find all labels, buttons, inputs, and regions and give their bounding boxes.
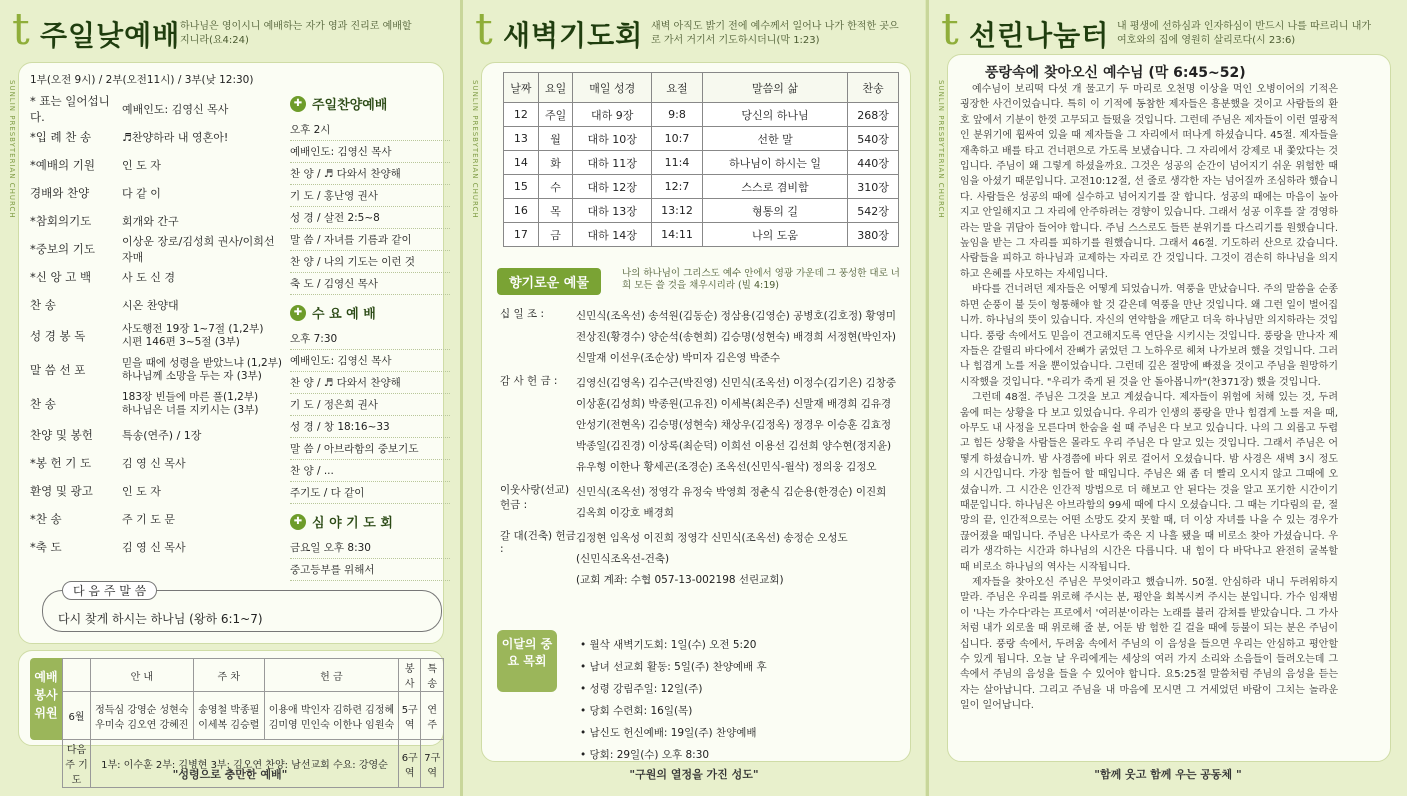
order-value: 인 도 자 bbox=[122, 159, 161, 172]
order-row bbox=[30, 207, 285, 235]
schedule-header: 매일 성경 bbox=[573, 73, 652, 103]
schedule-cell: 9:8 bbox=[652, 103, 703, 127]
schedule-cell: 선한 말 bbox=[703, 127, 848, 151]
schedule-cell: 13 bbox=[504, 127, 539, 151]
offering-line: 이상훈(김성희) 박종원(고유진) 이세복(최은주) 신말재 배경희 김유경 bbox=[576, 398, 892, 410]
schedule-cell: 목 bbox=[538, 199, 573, 223]
sermon-paragraph: 제자들을 찾아오신 주님은 무엇이라고 했습니까. 50절. 안심하라 내니 두려워하지 말라. 주님은 우리를 위로해 주시는 분, 평안을 회복시켜 주시는 분입니다. 가수 임재범이 '나는 가수다'라는 프로에서 '여러분'이라는 노래를 불러 감쳐를 받았습니다. 그 가사처럼 내가 외로울 때 위로해 줄 분, 어둔 밤 험한 길 걸을 때에 등불이 되는 분은 주님이십니다. 풍랑 속에서, 두려움 속에서 주님의 이 음성을 들으면 우리는 안심하고 평안할 수 있게 됩니다. 오늘 날 우리에게는 세상의 여러 가지 소리와 소음들이 들려오는데 그 속에서 주님의 음성을 들을 수 있어야 합니다. 요5:25절 말씀처럼 주님의 음성을 듣는 자는 살아납니다. 그리고 주님을 내 마음에 모시면 그 거세었던 바람이 그치는 놀라운 일이 일어납니다. bbox=[960, 577, 1338, 712]
header-verse: 하나님은 영이시니 예배하는 자가 영과 진리로 예배할지니라(요4:24) bbox=[180, 21, 412, 46]
order-label: *중보의 기도 bbox=[30, 242, 95, 256]
month-event: • 성령 강림주일: 12일(주) bbox=[580, 683, 703, 695]
schedule-cell: 대하 14장 bbox=[573, 223, 652, 247]
schedule-header: 날짜 bbox=[504, 73, 539, 103]
schedule-row bbox=[504, 199, 899, 223]
schedule-row bbox=[504, 127, 899, 151]
schedule-row bbox=[504, 175, 899, 199]
order-value: 이상운 장로/김성희 권사/이희선 자매 bbox=[122, 235, 275, 264]
schedule-row bbox=[504, 223, 899, 247]
service-line: 중고등부를 위해서 bbox=[290, 559, 450, 581]
schedule-cell: 12:7 bbox=[652, 175, 703, 199]
offering-kind: 감 사 헌 금 : bbox=[500, 375, 558, 387]
month-event: • 당회 수련회: 16일(목) bbox=[580, 705, 693, 717]
schedule-cell: 380장 bbox=[848, 223, 899, 247]
footer-slogan: "함께 웃고 함께 우는 공동체 " bbox=[1094, 768, 1242, 781]
order-value-line: 183장 빈들에 마른 풀(1,2부) bbox=[122, 391, 259, 403]
duty-head: 주 차 bbox=[193, 659, 264, 692]
order-value-line: 사도행전 19장 1~7절 (1,2부) bbox=[122, 323, 264, 335]
duty-cell: 6구역 bbox=[398, 740, 420, 788]
duty-cell: 다음주 기 도 bbox=[63, 740, 91, 788]
order-row bbox=[30, 291, 285, 319]
schedule-cell: 540장 bbox=[848, 127, 899, 151]
schedule-row bbox=[504, 151, 899, 175]
header-sharing bbox=[939, 4, 1397, 58]
schedule-cell: 당신의 하나님 bbox=[703, 103, 848, 127]
schedule-cell: 주일 bbox=[538, 103, 573, 127]
order-value-line: 하나님께 소망을 두는 자 (3부) bbox=[122, 370, 262, 382]
book-icon: ✚ bbox=[290, 305, 306, 321]
order-value bbox=[122, 391, 285, 417]
offering-kind: 갈 대(건축) 헌금 : bbox=[500, 530, 576, 555]
duty-cell: 7구역 bbox=[421, 740, 444, 788]
offering-list bbox=[500, 306, 912, 595]
sermon-title: 풍랑속에 찾아오신 예수님 (막 6:45~52) bbox=[985, 65, 1246, 81]
order-label: 찬 송 bbox=[30, 397, 56, 411]
duty-cell: 1부: 이수훈 2부: 김병현 3부: 김오연 찬양: 남선교회 수요: 강영순 bbox=[91, 740, 399, 788]
schedule-cell: 16 bbox=[504, 199, 539, 223]
duty-cell: 6월 bbox=[63, 692, 91, 740]
month-event: • 당회: 29일(수) 오후 8:30 bbox=[580, 749, 710, 761]
offering-line: 신민식(조옥선) 송석원(김동순) 정삼용(김영순) 공병호(김호정) 황영미 bbox=[576, 310, 896, 322]
schedule-cell: 440장 bbox=[848, 151, 899, 175]
panel-sunday-worship bbox=[0, 0, 460, 796]
cross-t-icon: t bbox=[12, 4, 30, 55]
offering-kind: 이웃사랑(선교) 헌금 : bbox=[500, 484, 570, 511]
month-event: • 월삭 새벽기도회: 1일(수) 오전 5:20 bbox=[580, 639, 757, 651]
duty-cell: 연 주 bbox=[421, 692, 444, 740]
offering-line: 전상진(황경수) 양순석(송현희) 김승명(성현숙) 배경희 서정현(박인자) bbox=[576, 331, 896, 343]
schedule-cell: 대하 10장 bbox=[573, 127, 652, 151]
schedule-cell: 하나님이 하시는 일 bbox=[703, 151, 848, 175]
sermon-paragraph: 그런데 48절. 주님은 그것을 보고 계셨습니다. 제자들이 위험에 처해 있는 것, 두려움에 떠는 상황을 다 보고 있었습니다. 우리가 인생의 풍랑을 만나 힘겹게 노를 저을 때, 아무도 내 사정을 모른다며 한숨을 쉴 때 주님은 다 보고 있습니다. 나의 그 외롭고 두렵고 힘든 상황을 사람들은 몰라도 우리 주님은 다 알고 있는 것입니다. 그래서 주님은 어떻게 하셨습니까. 밤 사경쯤에 바다 위로 걸어서 오셨습니다. 밤 사경은 새벽 3시 정도의 시간입니다. 가장 힘들어 할 때입니다. 주님은 왜 좀 더 빨리 오시지 않고 그때에 오셨습니까. 그 시간은 인간적 방법으로 더 해보고 안 된다는 것을 알고 포기한 시간이기 때문입니다. 하나님은 아브라함의 99세 때에 다시 오셨습니다. 그 때는 기다림의 끝, 절망의 끝, 인간적으로는 어떤 소망도 갖지 못할 때, 더 이상 자녀를 나을 수 있는 경우가 끊어졌을 때입니다. 주님은 나사로가 죽은 지 나흘 됐을 때 비로소 찾아 가셨습니다. 우리가 생각하는 시간과 하나님의 시간은 다릅니다. 내 힘이 다 바닥나고 완전히 굴복할 때 비로소 하나님의 역사는 시작됩니다. bbox=[960, 392, 1338, 573]
order-label: *입 례 찬 송 bbox=[30, 130, 92, 144]
offering-line: (교회 계좌: 수협 057-13-002198 선린교회) bbox=[576, 574, 784, 586]
header-verse: 내 평생에 선하심과 인자하심이 반드시 나를 따르리니 내가 여호와의 집에 영원히 살리로다(시 23:6) bbox=[1117, 21, 1372, 46]
schedule-cell: 12 bbox=[504, 103, 539, 127]
wednesday-service-title: ✚ 수 요 예 배 bbox=[290, 303, 450, 322]
schedule-cell: 14 bbox=[504, 151, 539, 175]
order-value: ♬찬양하라 내 영혼아! bbox=[122, 131, 229, 144]
order-value: 인 도 자 bbox=[122, 485, 161, 498]
offering-group bbox=[500, 373, 912, 478]
offering-line: 김영신(김영옥) 김수근(박진영) 신민식(조옥선) 이정수(김기은) 김창중 bbox=[576, 377, 896, 389]
order-value: 회개와 간구 bbox=[122, 215, 179, 228]
order-value bbox=[122, 357, 285, 383]
schedule-header: 요일 bbox=[538, 73, 573, 103]
sermon-paragraph: 바다를 건너려던 제자들은 어떻게 되었습니까. 역풍을 만났습니다. 주의 말씀을 순종하면 순풍이 불 듯이 형통해야 할 것 같은데 역풍을 만난 것입니다. 왜 그런 일이 벌어집니까. 하나님의 뜻이 있습니다. 자신의 연약함을 깨닫고 더욱 하나님만 의지하라는 것입니다. 풍랑 속에서도 믿음이 견고해지도록 연단을 시키시는 것입니다. 풍랑을 만나자 제자들은 갈릴리 바다에서 잔뼈가 굵었던 그 노하우로 헤쳐 나가보려 했을 것입니다. 그러나 힘겹게 노를 저을 뿐이었습니다. 그런데 깊은 절망에 빠졌을 것이고 주님을 원망하기 시작했을 것입니다. "우리가 죽게 된 것을 안 돌아봅니까"(찬371장) 했을 것입니다. bbox=[960, 284, 1338, 388]
offering-line: 안성기(전현옥) 김승명(성현숙) 채상우(김정옥) 정경우 이승훈 김효정 bbox=[576, 419, 892, 431]
service-line: 기 도 / 홍난영 권사 bbox=[290, 185, 450, 207]
duty-head: 봉사 bbox=[398, 659, 420, 692]
schedule-cell: 대하 13장 bbox=[573, 199, 652, 223]
schedule-cell: 10:7 bbox=[652, 127, 703, 151]
service-line: 찬 양 / ♬ 다와서 찬양해 bbox=[290, 372, 450, 394]
order-row bbox=[30, 387, 285, 421]
order-label: *예배의 기원 bbox=[30, 158, 95, 172]
page-title: 새벽기도회 bbox=[503, 19, 644, 52]
footer-slogan: "성령으로 충만한 예배" bbox=[172, 768, 288, 781]
schedule-cell: 월 bbox=[538, 127, 573, 151]
offering-group bbox=[500, 482, 912, 524]
service-line: 기 도 / 정은희 권사 bbox=[290, 394, 450, 416]
duty-cell: 정득심 강영순 성현숙 우미숙 김오연 강혜진 bbox=[91, 692, 194, 740]
page-title: 주일낮예배 bbox=[40, 19, 181, 52]
order-row bbox=[30, 505, 285, 533]
duty-cell: 이용애 박인자 김하련 김정혜 김미영 민인숙 이한나 임원숙 bbox=[264, 692, 398, 740]
book-icon: ✚ bbox=[290, 514, 306, 530]
schedule-cell: 수 bbox=[538, 175, 573, 199]
church-side-label: SUNLIN PRESBYTERIAN CHURCH bbox=[937, 80, 945, 219]
order-value: 김 영 신 목사 bbox=[122, 541, 186, 554]
page-title: 선린나눔터 bbox=[969, 19, 1110, 52]
order-row bbox=[30, 263, 285, 291]
duty-head: 특송 bbox=[421, 659, 444, 692]
praise-service-title: ✚ 주일찬양예배 bbox=[290, 94, 450, 113]
offering-group bbox=[500, 306, 912, 369]
other-services bbox=[290, 94, 450, 581]
header-dawn bbox=[473, 4, 915, 58]
service-line: 예배인도: 김영신 목사 bbox=[290, 350, 450, 372]
offering-tag: 향기로운 예물 bbox=[497, 268, 601, 295]
service-line: 성 경 / 살전 2:5~8 bbox=[290, 207, 450, 229]
offering-line: 김옥희 이강호 배경희 bbox=[576, 507, 674, 519]
offering-line: 신민식(조옥선) 정영각 유정숙 박영희 정춘식 김순용(한경순) 이진희 bbox=[576, 486, 887, 498]
order-value: 김 영 신 목사 bbox=[122, 457, 186, 470]
service-line: 성 경 / 창 18:16~33 bbox=[290, 416, 450, 438]
offering-verse: 나의 하나님이 그리스도 예수 안에서 영광 가운데 그 풍성한 대로 너희 모든 쓸 것을 채우시리라 (빌 4:19) bbox=[622, 268, 900, 291]
order-value-line: 시편 146편 3~5절 (3부) bbox=[122, 336, 240, 348]
service-line: 찬 양 / ♬ 다와서 찬양해 bbox=[290, 163, 450, 185]
order-value-line: 하나님은 너를 지키시는 (3부) bbox=[122, 404, 259, 416]
sermon-paragraph: 예수님이 보리떡 다섯 개 물고기 두 마리로 오천명 이상을 먹인 오병이어의 기적은 굉장한 사건이었습니다. 특히 이 기적에 동참한 제자들은 흥분했을 것이고 사람들의 환호 앞에서 기분이 한껏 고무되고 들떴을 것입니다. 그런데 주님은 제자들이 이런 열광적인 분위기에 휩싸여 있을 때 제자들을 그 자리에서 떠나게 하셨습니다. 45절. 제자들을 재촉하고 배를 타고 건너편으로 가도록 보냈습니다. 그 자리에서 강제로 내 쫓았다는 것입니다. 주님이 왜 그렇게 하셨을까요. 그것은 성공의 순간이 넘어지기 쉬운 위험한 때임을 아셨기 때문입니다. 고전10:12절, 선 줄로 생각한 자는 넘어질까 조심하라 했습니다. 사람들은 성공의 때에 실수하고 넘어지기를 잘 합니다. 성공의 때에는 마음이 높아지고 안일해지고 그 자리에 안주하려는 경향이 있습니다. 그래서 성공 이후를 잘 경영하라는 말을 귀담아 들어야 합니다. 주님 스스로도 들뜬 분위기를 다스리기를 원했습니다. 높임을 받는 그 자리를 피하기를 원했습니다. 그래서 46절. 기도하러 산으로 갔습니다. 사람들을 피하고 하나님과 교제하는 자리로 간 것입니다. 그것이 겸손히 하나님을 의지하고 은혜를 사모하는 자세입니다. bbox=[960, 84, 1338, 280]
schedule-cell: 542장 bbox=[848, 199, 899, 223]
offering-names bbox=[576, 482, 886, 524]
service-line: 축 도 / 김영신 목사 bbox=[290, 273, 450, 295]
header-sunday bbox=[10, 4, 450, 58]
schedule-cell: 대하 11장 bbox=[573, 151, 652, 175]
service-line: 주기도 / 다 같이 bbox=[290, 482, 450, 504]
service-line: 금요일 오후 8:30 bbox=[290, 537, 450, 559]
book-icon: ✚ bbox=[290, 96, 306, 112]
schedule-cell: 나의 도움 bbox=[703, 223, 848, 247]
order-value: 예배인도: 김영신 목사 bbox=[122, 103, 229, 116]
order-label: 찬양 및 봉헌 bbox=[30, 428, 93, 442]
offering-line: 유우형 이한나 황세곤(조경순) 조옥선(신민식-월삭) 정의웅 김정오 bbox=[576, 461, 877, 473]
order-label: 성 경 봉 독 bbox=[30, 329, 86, 343]
order-value: 시온 찬양대 bbox=[122, 299, 179, 312]
schedule-cell: 268장 bbox=[848, 103, 899, 127]
schedule-row bbox=[504, 103, 899, 127]
duty-head: 안 내 bbox=[91, 659, 194, 692]
offering-names bbox=[576, 373, 896, 478]
offering-line: 박종일(김진경) 이상록(최순덕) 이희선 이용선 김선희 양수현(정지윤) bbox=[576, 440, 892, 452]
order-row bbox=[30, 95, 285, 123]
dawn-schedule-table bbox=[503, 72, 899, 247]
duty-cell: 5구역 bbox=[398, 692, 420, 740]
month-events-tag: 이달의 중요 목회 bbox=[497, 630, 557, 692]
cross-t-icon: t bbox=[475, 4, 493, 55]
order-row bbox=[30, 151, 285, 179]
month-event: • 남신도 헌신예배: 19일(주) 찬양예배 bbox=[580, 727, 757, 739]
order-label: *축 도 bbox=[30, 540, 62, 554]
footer-slogan: "구원의 열정을 가진 성도" bbox=[629, 768, 759, 781]
schedule-cell: 화 bbox=[538, 151, 573, 175]
order-row bbox=[30, 179, 285, 207]
order-label: *신 앙 고 백 bbox=[30, 270, 92, 284]
service-line: 말 씀 / 아브라함의 중보기도 bbox=[290, 438, 450, 460]
service-line: 찬 양 / 나의 기도는 이런 것 bbox=[290, 251, 450, 273]
order-of-worship bbox=[30, 72, 285, 561]
schedule-cell: 스스로 겸비함 bbox=[703, 175, 848, 199]
month-event: • 남녀 선교회 활동: 5일(주) 찬양예배 후 bbox=[580, 661, 767, 673]
order-value: 주 기 도 문 bbox=[122, 513, 175, 526]
month-events-list bbox=[580, 634, 767, 766]
cross-t-icon: t bbox=[941, 4, 959, 55]
duty-head: 헌 금 bbox=[264, 659, 398, 692]
schedule-cell: 11:4 bbox=[652, 151, 703, 175]
schedule-header: 요절 bbox=[652, 73, 703, 103]
service-line: 예배인도: 김영신 목사 bbox=[290, 141, 450, 163]
duty-cell: 송영철 박종필 이세복 김승렬 bbox=[193, 692, 264, 740]
order-row bbox=[30, 353, 285, 387]
order-value bbox=[122, 323, 285, 349]
order-label: 말 씀 선 포 bbox=[30, 363, 86, 377]
schedule-cell: 금 bbox=[538, 223, 573, 247]
order-label: * 표는 일어섭니다. bbox=[30, 94, 110, 124]
schedule-header: 말씀의 삶 bbox=[703, 73, 848, 103]
schedule-cell: 14:11 bbox=[652, 223, 703, 247]
order-value: 특송(연주) / 1장 bbox=[122, 429, 202, 442]
schedule-cell: 310장 bbox=[848, 175, 899, 199]
church-side-label: SUNLIN PRESBYTERIAN CHURCH bbox=[8, 80, 16, 219]
night-prayer-title: ✚ 심 야 기 도 회 bbox=[290, 512, 450, 531]
header-verse: 새벽 아직도 밝기 전에 예수께서 일어나 나가 한적한 곳으로 가서 거기서 기도하시더니(막 1:23) bbox=[651, 21, 899, 46]
sermon-body bbox=[960, 82, 1338, 714]
order-label: *찬 송 bbox=[30, 512, 62, 526]
next-sermon-text: 다시 찾게 하시는 하나님 (왕하 6:1~7) bbox=[58, 612, 263, 626]
schedule-cell: 대하 12장 bbox=[573, 175, 652, 199]
order-row bbox=[30, 533, 285, 561]
offering-line: (신민식조옥선-건축) bbox=[576, 553, 670, 565]
order-row bbox=[30, 477, 285, 505]
order-row bbox=[30, 123, 285, 151]
service-line: 오후 7:30 bbox=[290, 328, 450, 350]
service-times: 1부(오전 9시) / 2부(오전11시) / 3부(낮 12:30) bbox=[30, 74, 254, 86]
next-sermon-tag: 다 음 주 말 씀 bbox=[62, 581, 157, 600]
schedule-cell: 15 bbox=[504, 175, 539, 199]
offering-group bbox=[500, 528, 912, 591]
church-side-label: SUNLIN PRESBYTERIAN CHURCH bbox=[471, 80, 479, 219]
order-value-line: 믿을 때에 성령을 받았느냐 (1,2부) bbox=[122, 357, 282, 369]
order-label: *참회의기도 bbox=[30, 214, 92, 228]
offering-names bbox=[576, 528, 848, 591]
schedule-cell: 13:12 bbox=[652, 199, 703, 223]
offering-kind: 십 일 조 : bbox=[500, 308, 544, 320]
order-value: 사 도 신 경 bbox=[122, 271, 175, 284]
order-value: 다 같 이 bbox=[122, 187, 161, 200]
schedule-cell: 형통의 길 bbox=[703, 199, 848, 223]
offering-names bbox=[576, 306, 896, 369]
schedule-cell: 대하 9장 bbox=[573, 103, 652, 127]
order-row bbox=[30, 449, 285, 477]
schedule-cell: 17 bbox=[504, 223, 539, 247]
offering-line: 김정현 임옥성 이진희 정영각 신민식(조옥선) 송정순 오성도 bbox=[576, 532, 848, 544]
order-label: 환영 및 광고 bbox=[30, 484, 93, 498]
schedule-header: 찬송 bbox=[848, 73, 899, 103]
duty-label: 예배봉사위원 bbox=[30, 658, 62, 740]
order-row bbox=[30, 319, 285, 353]
order-row bbox=[30, 235, 285, 263]
order-label: 찬 송 bbox=[30, 298, 56, 312]
service-line: 오후 2시 bbox=[290, 119, 450, 141]
order-label: 경배와 찬양 bbox=[30, 186, 90, 200]
offering-line: 신말재 이선우(조순상) 박미자 김은영 박준수 bbox=[576, 352, 781, 364]
service-line: 말 씀 / 자녀를 기름과 같이 bbox=[290, 229, 450, 251]
order-label: *봉 헌 기 도 bbox=[30, 456, 92, 470]
service-line: 찬 양 / ... bbox=[290, 460, 450, 482]
order-row bbox=[30, 421, 285, 449]
